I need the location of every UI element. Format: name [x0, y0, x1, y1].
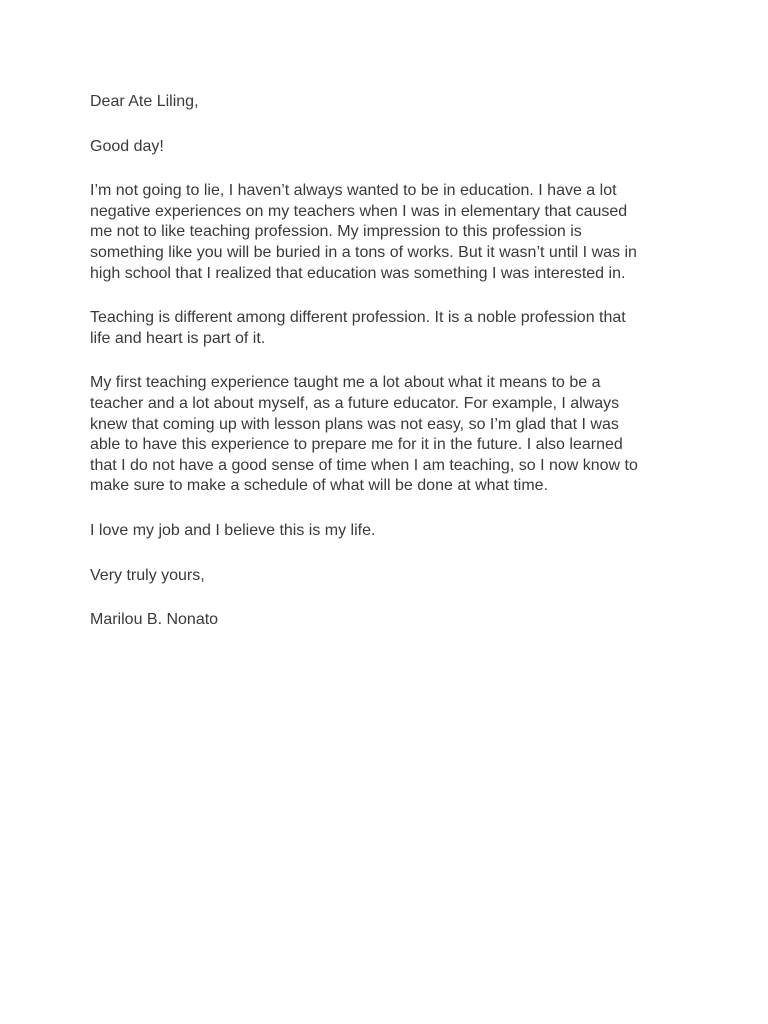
letter-closing: Very truly yours, — [90, 566, 205, 584]
letter-greeting: Good day! — [90, 137, 164, 155]
letter-salutation: Dear Ate Liling, — [90, 93, 199, 110]
letter-paragraph: My first teaching experience taught me a lot about what it means to be a teacher and a lot about myself, as a future educator. For example, I always knew that coming up with lesson plans was not easy, so I’m glad that I was able to have this experience to prepare me for it in the future. I also learned that I do not have a good sense of time when I am teaching, so I now know to make sure to make a schedule of what will be done at what time. — [90, 374, 638, 495]
letter-paragraph: I love my job and I believe this is my life. — [90, 521, 376, 539]
letter-body — [90, 92, 690, 655]
letter-paragraph: Teaching is different among different profession. It is a noble profession that life and heart is part of it. — [90, 309, 626, 347]
letter-paragraph: I’m not going to lie, I haven’t always wanted to be in education. I have a lot negative experiences on my teachers when I was in elementary that caused me not to like teaching profession. My impression to this profession is something like you will be buried in a tons of works. But it wasn’t until I was in high school that I realized that education was something I was interested in. — [90, 182, 637, 282]
letter-signature: Marilou B. Nonato — [90, 611, 219, 629]
